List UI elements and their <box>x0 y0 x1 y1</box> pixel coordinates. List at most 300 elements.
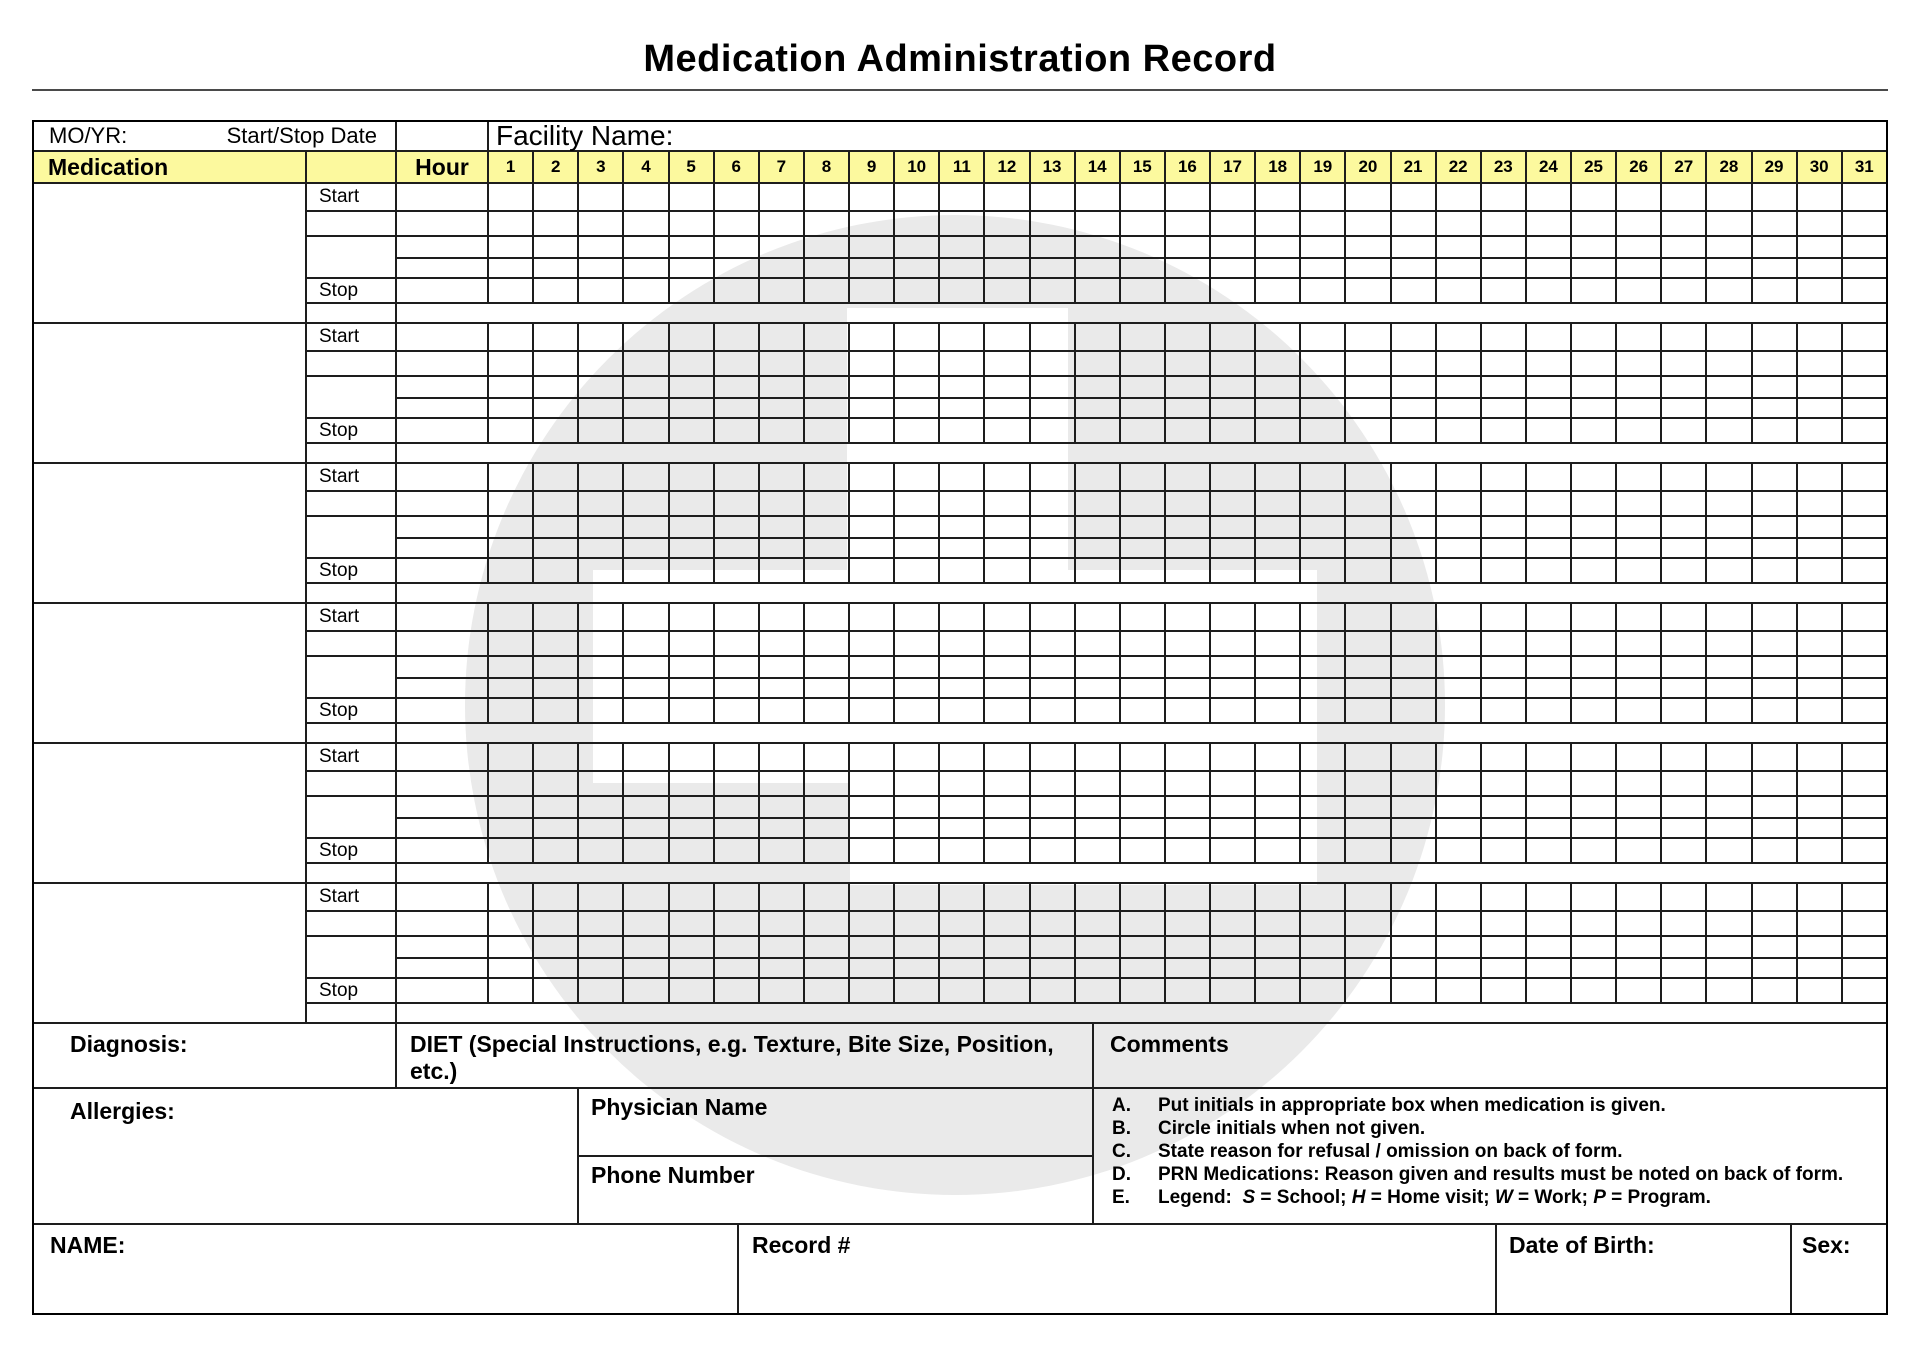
dose-cell[interactable] <box>1707 464 1752 490</box>
dose-cell[interactable] <box>1843 937 1886 957</box>
dose-cell[interactable] <box>715 377 760 397</box>
dose-cell[interactable] <box>1798 212 1843 235</box>
dose-cell[interactable] <box>1301 517 1346 537</box>
dose-cell[interactable] <box>1572 797 1617 817</box>
dose-cell[interactable] <box>670 937 715 957</box>
dose-cell[interactable] <box>1346 259 1391 277</box>
dose-cell[interactable] <box>1843 212 1886 235</box>
dose-cell[interactable] <box>1121 912 1166 935</box>
dose-cell[interactable] <box>1031 819 1076 837</box>
dose-cell[interactable] <box>1076 699 1121 722</box>
dose-cell[interactable] <box>1437 657 1482 677</box>
dose-cell[interactable] <box>624 744 669 770</box>
dose-cell[interactable] <box>895 377 940 397</box>
dose-cell[interactable] <box>1662 492 1707 515</box>
dose-cell[interactable] <box>579 212 624 235</box>
dose-cell[interactable] <box>715 419 760 442</box>
dose-cell[interactable] <box>895 632 940 655</box>
dose-cell[interactable] <box>1437 839 1482 862</box>
dose-cell[interactable] <box>1482 324 1527 350</box>
dose-cell[interactable] <box>1843 539 1886 557</box>
hour-cell[interactable] <box>397 797 489 817</box>
dose-cell[interactable] <box>1121 772 1166 795</box>
dose-cell[interactable] <box>1798 937 1843 957</box>
dose-cell[interactable] <box>1346 839 1391 862</box>
dose-cell[interactable] <box>760 559 805 582</box>
dose-cell[interactable] <box>1392 744 1437 770</box>
dose-cell[interactable] <box>1121 937 1166 957</box>
dose-cell[interactable] <box>715 657 760 677</box>
dose-cell[interactable] <box>1301 212 1346 235</box>
dose-cell[interactable] <box>1166 377 1211 397</box>
dose-cell[interactable] <box>1211 819 1256 837</box>
dose-cell[interactable] <box>715 559 760 582</box>
dose-cell[interactable] <box>624 797 669 817</box>
dose-cell[interactable] <box>1211 912 1256 935</box>
dose-cell[interactable] <box>850 912 895 935</box>
dose-cell[interactable] <box>1753 819 1798 837</box>
dose-cell[interactable] <box>1527 559 1572 582</box>
dose-cell[interactable] <box>895 657 940 677</box>
dose-cell[interactable] <box>1437 324 1482 350</box>
dose-cell[interactable] <box>1031 679 1076 697</box>
dose-cell[interactable] <box>1437 699 1482 722</box>
dose-cell[interactable] <box>1753 679 1798 697</box>
dose-cell[interactable] <box>1076 559 1121 582</box>
dose-cell[interactable] <box>1392 819 1437 837</box>
dose-cell[interactable] <box>1211 237 1256 257</box>
dose-cell[interactable] <box>1121 352 1166 375</box>
dose-cell[interactable] <box>489 464 534 490</box>
hour-cell[interactable] <box>397 259 489 277</box>
dose-cell[interactable] <box>1437 517 1482 537</box>
dose-cell[interactable] <box>1662 184 1707 210</box>
dose-cell[interactable] <box>1662 657 1707 677</box>
dose-cell[interactable] <box>1437 539 1482 557</box>
dose-cell[interactable] <box>1617 492 1662 515</box>
dose-cell[interactable] <box>1392 492 1437 515</box>
dose-cell[interactable] <box>1572 679 1617 697</box>
dose-cell[interactable] <box>1346 352 1391 375</box>
medication-cell[interactable] <box>34 884 307 1022</box>
dose-cell[interactable] <box>1482 679 1527 697</box>
dose-cell[interactable] <box>670 259 715 277</box>
dose-cell[interactable] <box>1031 979 1076 1002</box>
dose-cell[interactable] <box>1572 699 1617 722</box>
dose-cell[interactable] <box>670 492 715 515</box>
dose-cell[interactable] <box>1076 912 1121 935</box>
dose-cell[interactable] <box>1121 259 1166 277</box>
dose-cell[interactable] <box>1753 279 1798 302</box>
dose-cell[interactable] <box>1437 464 1482 490</box>
dose-cell[interactable] <box>534 839 579 862</box>
dose-cell[interactable] <box>940 419 985 442</box>
dose-cell[interactable] <box>1707 744 1752 770</box>
dose-cell[interactable] <box>1437 184 1482 210</box>
dose-cell[interactable] <box>940 377 985 397</box>
dose-cell[interactable] <box>1707 699 1752 722</box>
dose-cell[interactable] <box>805 492 850 515</box>
dose-cell[interactable] <box>805 237 850 257</box>
dose-cell[interactable] <box>1076 604 1121 630</box>
dose-cell[interactable] <box>1572 744 1617 770</box>
dose-cell[interactable] <box>1617 912 1662 935</box>
dose-cell[interactable] <box>1256 699 1301 722</box>
dose-cell[interactable] <box>1392 797 1437 817</box>
dose-cell[interactable] <box>1031 212 1076 235</box>
dose-cell[interactable] <box>1527 937 1572 957</box>
dose-cell[interactable] <box>624 699 669 722</box>
dose-cell[interactable] <box>1211 419 1256 442</box>
dose-cell[interactable] <box>534 912 579 935</box>
dose-cell[interactable] <box>1527 212 1572 235</box>
dose-cell[interactable] <box>1346 937 1391 957</box>
dose-cell[interactable] <box>1753 419 1798 442</box>
dose-cell[interactable] <box>1707 237 1752 257</box>
dose-cell[interactable] <box>1482 937 1527 957</box>
dose-cell[interactable] <box>1798 744 1843 770</box>
dose-cell[interactable] <box>760 184 805 210</box>
dose-cell[interactable] <box>670 632 715 655</box>
dose-cell[interactable] <box>489 772 534 795</box>
dose-cell[interactable] <box>489 797 534 817</box>
dose-cell[interactable] <box>1121 237 1166 257</box>
dose-cell[interactable] <box>1798 237 1843 257</box>
dose-cell[interactable] <box>579 632 624 655</box>
dose-cell[interactable] <box>1572 819 1617 837</box>
dose-cell[interactable] <box>670 377 715 397</box>
dose-cell[interactable] <box>1346 539 1391 557</box>
dose-cell[interactable] <box>895 419 940 442</box>
dose-cell[interactable] <box>579 819 624 837</box>
dose-cell[interactable] <box>715 184 760 210</box>
dose-cell[interactable] <box>715 492 760 515</box>
dose-cell[interactable] <box>1437 377 1482 397</box>
dose-cell[interactable] <box>850 979 895 1002</box>
dose-cell[interactable] <box>1798 539 1843 557</box>
dose-cell[interactable] <box>579 884 624 910</box>
dose-cell[interactable] <box>1798 517 1843 537</box>
hour-cell[interactable] <box>397 657 489 677</box>
dose-cell[interactable] <box>1256 819 1301 837</box>
dose-cell[interactable] <box>579 464 624 490</box>
dose-cell[interactable] <box>624 352 669 375</box>
dose-cell[interactable] <box>850 539 895 557</box>
dose-cell[interactable] <box>1662 212 1707 235</box>
dose-cell[interactable] <box>1166 184 1211 210</box>
dose-cell[interactable] <box>1617 604 1662 630</box>
dose-cell[interactable] <box>1211 212 1256 235</box>
blank-header-cell[interactable] <box>397 122 489 152</box>
dose-cell[interactable] <box>489 352 534 375</box>
dose-cell[interactable] <box>1617 259 1662 277</box>
dose-cell[interactable] <box>1482 352 1527 375</box>
dose-cell[interactable] <box>1482 184 1527 210</box>
dose-cell[interactable] <box>1482 657 1527 677</box>
dose-cell[interactable] <box>489 699 534 722</box>
dose-cell[interactable] <box>1707 884 1752 910</box>
dose-cell[interactable] <box>670 517 715 537</box>
dose-cell[interactable] <box>715 772 760 795</box>
dose-cell[interactable] <box>895 212 940 235</box>
dose-cell[interactable] <box>1256 839 1301 862</box>
dose-cell[interactable] <box>895 884 940 910</box>
dose-cell[interactable] <box>534 937 579 957</box>
dose-cell[interactable] <box>489 979 534 1002</box>
hour-cell[interactable] <box>397 237 489 257</box>
dose-cell[interactable] <box>1527 419 1572 442</box>
dose-cell[interactable] <box>940 839 985 862</box>
dose-cell[interactable] <box>1076 464 1121 490</box>
dose-cell[interactable] <box>1256 212 1301 235</box>
dose-cell[interactable] <box>940 884 985 910</box>
dose-cell[interactable] <box>1662 797 1707 817</box>
dose-cell[interactable] <box>1527 517 1572 537</box>
dose-cell[interactable] <box>1437 399 1482 417</box>
dose-cell[interactable] <box>1121 279 1166 302</box>
dose-cell[interactable] <box>1121 884 1166 910</box>
dose-cell[interactable] <box>1301 912 1346 935</box>
dose-cell[interactable] <box>1527 979 1572 1002</box>
dose-cell[interactable] <box>624 377 669 397</box>
hour-cell[interactable] <box>397 539 489 557</box>
start-date-cell[interactable] <box>307 772 395 797</box>
dose-cell[interactable] <box>715 979 760 1002</box>
dose-cell[interactable] <box>850 839 895 862</box>
dose-cell[interactable] <box>805 399 850 417</box>
dose-cell[interactable] <box>1211 699 1256 722</box>
dose-cell[interactable] <box>1843 279 1886 302</box>
dose-cell[interactable] <box>624 819 669 837</box>
dose-cell[interactable] <box>1211 797 1256 817</box>
dose-cell[interactable] <box>1617 352 1662 375</box>
dose-cell[interactable] <box>1076 184 1121 210</box>
hour-cell[interactable] <box>397 839 489 862</box>
dose-cell[interactable] <box>670 772 715 795</box>
dose-cell[interactable] <box>715 324 760 350</box>
dose-cell[interactable] <box>579 797 624 817</box>
start-date-cell[interactable] <box>307 212 395 237</box>
dose-cell[interactable] <box>489 912 534 935</box>
dose-cell[interactable] <box>1392 259 1437 277</box>
dose-cell[interactable] <box>1166 632 1211 655</box>
dose-cell[interactable] <box>624 419 669 442</box>
dose-cell[interactable] <box>1617 819 1662 837</box>
dose-cell[interactable] <box>715 744 760 770</box>
dose-cell[interactable] <box>1076 324 1121 350</box>
dose-cell[interactable] <box>1301 324 1346 350</box>
dose-cell[interactable] <box>805 912 850 935</box>
dose-cell[interactable] <box>850 279 895 302</box>
dose-cell[interactable] <box>760 419 805 442</box>
dose-cell[interactable] <box>1031 279 1076 302</box>
dose-cell[interactable] <box>1662 279 1707 302</box>
dose-cell[interactable] <box>1572 212 1617 235</box>
dose-cell[interactable] <box>715 212 760 235</box>
dose-cell[interactable] <box>1527 912 1572 935</box>
dose-cell[interactable] <box>805 604 850 630</box>
dose-cell[interactable] <box>805 839 850 862</box>
dose-cell[interactable] <box>670 184 715 210</box>
dose-cell[interactable] <box>1392 679 1437 697</box>
medication-cell[interactable] <box>34 184 307 322</box>
dose-cell[interactable] <box>1707 772 1752 795</box>
medication-cell[interactable] <box>34 464 307 602</box>
dose-cell[interactable] <box>1301 419 1346 442</box>
dose-cell[interactable] <box>1301 377 1346 397</box>
dose-cell[interactable] <box>670 912 715 935</box>
dose-cell[interactable] <box>1798 839 1843 862</box>
dose-cell[interactable] <box>805 744 850 770</box>
dose-cell[interactable] <box>489 184 534 210</box>
dose-cell[interactable] <box>895 744 940 770</box>
dose-cell[interactable] <box>1346 517 1391 537</box>
dose-cell[interactable] <box>534 539 579 557</box>
dose-cell[interactable] <box>1572 377 1617 397</box>
dose-cell[interactable] <box>1166 517 1211 537</box>
dose-cell[interactable] <box>940 559 985 582</box>
dose-cell[interactable] <box>1662 517 1707 537</box>
dose-cell[interactable] <box>1301 632 1346 655</box>
dose-cell[interactable] <box>1662 377 1707 397</box>
dose-cell[interactable] <box>715 279 760 302</box>
dose-cell[interactable] <box>1572 352 1617 375</box>
dose-cell[interactable] <box>1301 744 1346 770</box>
dose-cell[interactable] <box>1346 657 1391 677</box>
dose-cell[interactable] <box>1662 772 1707 795</box>
dose-cell[interactable] <box>1076 237 1121 257</box>
dose-cell[interactable] <box>1211 464 1256 490</box>
dose-cell[interactable] <box>1301 797 1346 817</box>
dose-cell[interactable] <box>1617 979 1662 1002</box>
dose-cell[interactable] <box>1662 632 1707 655</box>
dose-cell[interactable] <box>1301 539 1346 557</box>
dose-cell[interactable] <box>1843 184 1886 210</box>
dose-cell[interactable] <box>1572 937 1617 957</box>
dose-cell[interactable] <box>1843 699 1886 722</box>
dose-cell[interactable] <box>1662 937 1707 957</box>
dose-cell[interactable] <box>534 959 579 977</box>
dose-cell[interactable] <box>624 559 669 582</box>
dose-cell[interactable] <box>1707 212 1752 235</box>
dose-cell[interactable] <box>1121 559 1166 582</box>
dose-cell[interactable] <box>489 657 534 677</box>
dose-cell[interactable] <box>534 632 579 655</box>
dose-cell[interactable] <box>1121 632 1166 655</box>
dose-cell[interactable] <box>985 819 1030 837</box>
dose-cell[interactable] <box>1843 679 1886 697</box>
dose-cell[interactable] <box>1301 772 1346 795</box>
dose-cell[interactable] <box>850 679 895 697</box>
dose-cell[interactable] <box>1031 959 1076 977</box>
dose-cell[interactable] <box>1527 959 1572 977</box>
dose-cell[interactable] <box>1482 959 1527 977</box>
dose-cell[interactable] <box>1437 237 1482 257</box>
dose-cell[interactable] <box>1121 679 1166 697</box>
dose-cell[interactable] <box>1392 884 1437 910</box>
dose-cell[interactable] <box>1843 419 1886 442</box>
dose-cell[interactable] <box>1301 279 1346 302</box>
dose-cell[interactable] <box>1662 744 1707 770</box>
dose-cell[interactable] <box>1031 539 1076 557</box>
dose-cell[interactable] <box>760 539 805 557</box>
start-date-cell[interactable] <box>307 492 395 517</box>
dose-cell[interactable] <box>1482 399 1527 417</box>
dose-cell[interactable] <box>805 679 850 697</box>
stop-date-cell[interactable] <box>307 864 395 882</box>
dose-cell[interactable] <box>1617 959 1662 977</box>
dose-cell[interactable] <box>985 324 1030 350</box>
dose-cell[interactable] <box>670 279 715 302</box>
dose-cell[interactable] <box>1437 279 1482 302</box>
dose-cell[interactable] <box>1031 797 1076 817</box>
dose-cell[interactable] <box>1617 559 1662 582</box>
dose-cell[interactable] <box>1707 679 1752 697</box>
dose-cell[interactable] <box>1843 772 1886 795</box>
dose-cell[interactable] <box>1256 539 1301 557</box>
dose-cell[interactable] <box>1346 377 1391 397</box>
physician-name-cell[interactable] <box>579 1089 1092 1157</box>
dose-cell[interactable] <box>940 399 985 417</box>
dose-cell[interactable] <box>1076 352 1121 375</box>
dose-cell[interactable] <box>985 377 1030 397</box>
dose-cell[interactable] <box>1843 559 1886 582</box>
dose-cell[interactable] <box>1527 797 1572 817</box>
dose-cell[interactable] <box>1798 279 1843 302</box>
dose-cell[interactable] <box>985 797 1030 817</box>
dose-cell[interactable] <box>940 184 985 210</box>
dose-cell[interactable] <box>534 819 579 837</box>
dose-cell[interactable] <box>1843 259 1886 277</box>
dose-cell[interactable] <box>895 699 940 722</box>
dose-cell[interactable] <box>1437 259 1482 277</box>
dose-cell[interactable] <box>1256 884 1301 910</box>
dose-cell[interactable] <box>1346 559 1391 582</box>
dose-cell[interactable] <box>1798 399 1843 417</box>
dose-cell[interactable] <box>985 237 1030 257</box>
dose-cell[interactable] <box>1301 657 1346 677</box>
dose-cell[interactable] <box>579 419 624 442</box>
dose-cell[interactable] <box>1211 184 1256 210</box>
dose-cell[interactable] <box>1211 352 1256 375</box>
dose-cell[interactable] <box>1527 259 1572 277</box>
start-date-cell[interactable] <box>307 632 395 657</box>
dose-cell[interactable] <box>715 797 760 817</box>
dose-cell[interactable] <box>1707 604 1752 630</box>
dose-cell[interactable] <box>1166 464 1211 490</box>
dose-cell[interactable] <box>1211 657 1256 677</box>
dose-cell[interactable] <box>985 632 1030 655</box>
dose-cell[interactable] <box>1707 797 1752 817</box>
dose-cell[interactable] <box>850 819 895 837</box>
dose-cell[interactable] <box>940 744 985 770</box>
mid-date-cell[interactable] <box>307 937 395 979</box>
dose-cell[interactable] <box>534 184 579 210</box>
dose-cell[interactable] <box>760 632 805 655</box>
stop-date-cell[interactable] <box>307 304 395 322</box>
dose-cell[interactable] <box>1166 912 1211 935</box>
dose-cell[interactable] <box>1392 419 1437 442</box>
dose-cell[interactable] <box>940 237 985 257</box>
dose-cell[interactable] <box>1166 237 1211 257</box>
dose-cell[interactable] <box>1392 464 1437 490</box>
dose-cell[interactable] <box>1211 259 1256 277</box>
dose-cell[interactable] <box>1482 979 1527 1002</box>
dose-cell[interactable] <box>1121 797 1166 817</box>
dose-cell[interactable] <box>895 259 940 277</box>
dose-cell[interactable] <box>1617 884 1662 910</box>
mid-date-cell[interactable] <box>307 237 395 279</box>
